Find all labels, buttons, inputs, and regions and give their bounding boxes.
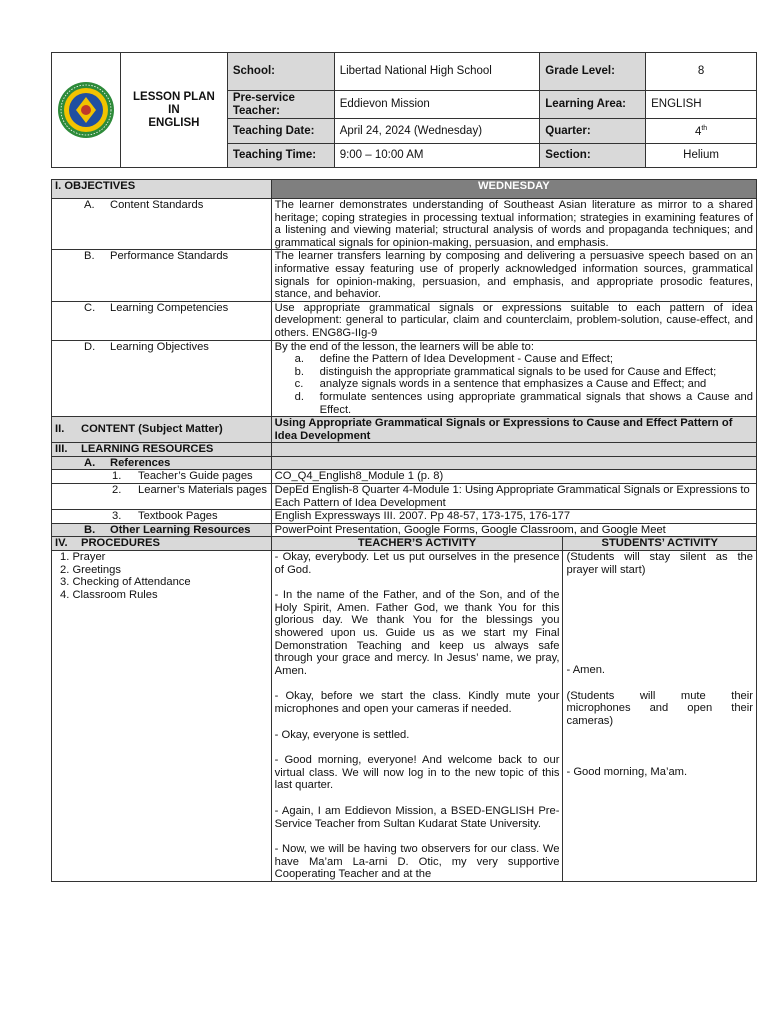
teacher-activity-heading: TEACHER’S ACTIVITY: [271, 537, 563, 551]
student-line: - Good morning, Ma’am.: [566, 765, 688, 778]
learning-competencies-text: Use appropriate grammatical signals or expressions suitable to each pattern of idea development: general to particular, claim and counterclaim, problem-solution, cause-effect, and others. ENG8G-IIg-9: [271, 301, 756, 340]
content-standards-text: The learner demonstrates understanding of Southeast Asian literature as mirror to a shared heritage; coping strategies in processing textual information; strategies in examining features of a listening and viewing material; structural analysis of words and propaganda techniques; and grammatical signals for opinion-making, persuasion, and emphasis.: [271, 199, 756, 250]
teacher-line: - Okay, everyone is settled.: [274, 728, 410, 741]
area-label: Learning Area:: [540, 91, 646, 119]
section-value: Helium: [646, 144, 757, 168]
area-value: ENGLISH: [646, 91, 757, 119]
learners-materials-label: 2. Learner’s Materials pages: [52, 484, 272, 510]
procedure-steps: [52, 551, 272, 882]
lesson-plan-title: LESSON PLAN IN ENGLISH: [121, 53, 228, 168]
list-item: c. analyze signals words in a sentence that emphasizes a Cause and Effect; and: [294, 378, 707, 391]
objectives-heading: I. OBJECTIVES: [52, 180, 272, 199]
teacher-line: - Again, I am Eddievon Mission, a BSED-ENGLISH Pre-Service Teacher from Sultan Kudarat State University.: [274, 804, 560, 830]
textbook-pages-text: English Expressways III. 2007. Pp 48-57, 173-175, 176-177: [271, 510, 756, 524]
time-value: 9:00 – 10:00 AM: [334, 144, 540, 168]
list-item: d. formulate sentences using appropriate grammatical signals that shows a Cause and Effect.: [294, 390, 753, 416]
quarter-value: 4th: [646, 119, 757, 144]
quarter-label: Quarter:: [540, 119, 646, 144]
teacher-line: - In the name of the Father, and of the Son, and of the Holy Spirit, Amen. Father God, we thank You for this glorious day. We thank You for the blessings you showered upon us. Guide us as we start my Final Demonstration Teaching and keep us always safe through your grace and mercy. In Jesus’ name, we pray, Amen.: [274, 589, 560, 677]
objectives-list: [275, 353, 753, 416]
performance-standards-label: B. Performance Standards: [52, 250, 272, 301]
other-resources-text: PowerPoint Presentation, Google Forms, Google Classroom, and Google Meet: [271, 523, 756, 537]
teacher-line: - Okay, before we start the class. Kindly mute your microphones and open your cameras if needed.: [274, 690, 560, 715]
header-table: [51, 52, 757, 168]
section-label: Section:: [540, 144, 646, 168]
list-item: 2. Greetings: [60, 563, 121, 576]
learners-materials-text: DepEd English-8 Quarter 4-Module 1: Using Appropriate Grammatical Signals or Expressions to Each Pattern of Idea Development: [271, 484, 756, 510]
student-line: (Students will mute their microphones and open their cameras): [566, 689, 753, 727]
content-standards-label: A. Content Standards: [52, 199, 272, 250]
school-value: Libertad National High School: [334, 53, 540, 91]
other-resources-label: B. Other Learning Resources: [52, 523, 272, 537]
references-label: A. References: [52, 456, 272, 470]
student-line: - Amen.: [566, 664, 606, 677]
lesson-table: [51, 179, 757, 882]
textbook-pages-label: 3. Textbook Pages: [52, 510, 272, 524]
content-label: II. CONTENT (Subject Matter): [52, 417, 272, 443]
date-label: Teaching Date:: [227, 119, 334, 144]
content-text: Using Appropriate Grammatical Signals or Expressions to Cause and Effect Pattern of Idea Development: [271, 417, 756, 443]
learning-objectives-label: D. Learning Objectives: [52, 340, 272, 417]
list-item: a. define the Pattern of Idea Development - Cause and Effect;: [294, 353, 613, 366]
grade-label: Grade Level:: [540, 53, 646, 91]
teacher-line: - Now, we will be having two observers for our class. We have Ma’am La-arni D. Otic, my very supportive Cooperating Teacher and at the: [274, 843, 560, 881]
teacher-line: - Okay, everybody. Let us put ourselves in the presence of God.: [274, 551, 560, 576]
grade-value: 8: [646, 53, 757, 91]
student-line: (Students will stay silent as the prayer will start): [566, 551, 753, 576]
teachers-guide-text: CO_Q4_English8_Module 1 (p. 8): [271, 470, 756, 484]
learning-objectives-text: By the end of the lesson, the learners will be able to: a. define the Pattern of Idea Development - Cause and Effect; b. distinguish the appropriate grammatical signals to be used for Cause and Effect; c. analyze signals words in a sentence that emphasizes a Cause and Effect; and d. formulate sentences using appropriate grammatical signals that shows a Cause and Effect.: [271, 340, 756, 417]
list-item: 1. Prayer: [60, 551, 106, 564]
list-item: b. distinguish the appropriate grammatical signals to be used for Cause and Effect;: [294, 365, 717, 378]
learning-competencies-label: C. Learning Competencies: [52, 301, 272, 340]
logo-cell: [52, 53, 121, 168]
resources-blank: [271, 443, 756, 457]
references-blank: [271, 456, 756, 470]
procedures-label: IV. PROCEDURES: [52, 537, 272, 551]
day-heading: WEDNESDAY: [271, 180, 756, 199]
school-seal-icon: [57, 81, 115, 139]
student-activity-heading: STUDENTS’ ACTIVITY: [563, 537, 757, 551]
time-label: Teaching Time:: [227, 144, 334, 168]
teacher-value: Eddievon Mission: [334, 91, 540, 119]
list-item: 4. Classroom Rules: [60, 588, 158, 601]
teachers-guide-label: 1. Teacher’s Guide pages: [52, 470, 272, 484]
student-activity: [563, 551, 757, 882]
list-item: 3. Checking of Attendance: [60, 576, 191, 589]
teacher-line: - Good morning, everyone! And welcome back to our virtual class. We will now log in to the new topic of this last quarter.: [274, 754, 560, 792]
teacher-activity: [271, 551, 563, 882]
school-label: School:: [227, 53, 334, 91]
performance-standards-text: The learner transfers learning by composing and delivering a persuasive speech based on an informative essay featuring use of properly acknowledged information sources, grammatical signals for opinion-making, persuasion, and emphasis, and appropriate prosodic features, stance, and behavior.: [271, 250, 756, 301]
teacher-label: Pre-service Teacher:: [227, 91, 334, 119]
resources-label: III. LEARNING RESOURCES: [52, 443, 272, 457]
date-value: April 24, 2024 (Wednesday): [334, 119, 540, 144]
